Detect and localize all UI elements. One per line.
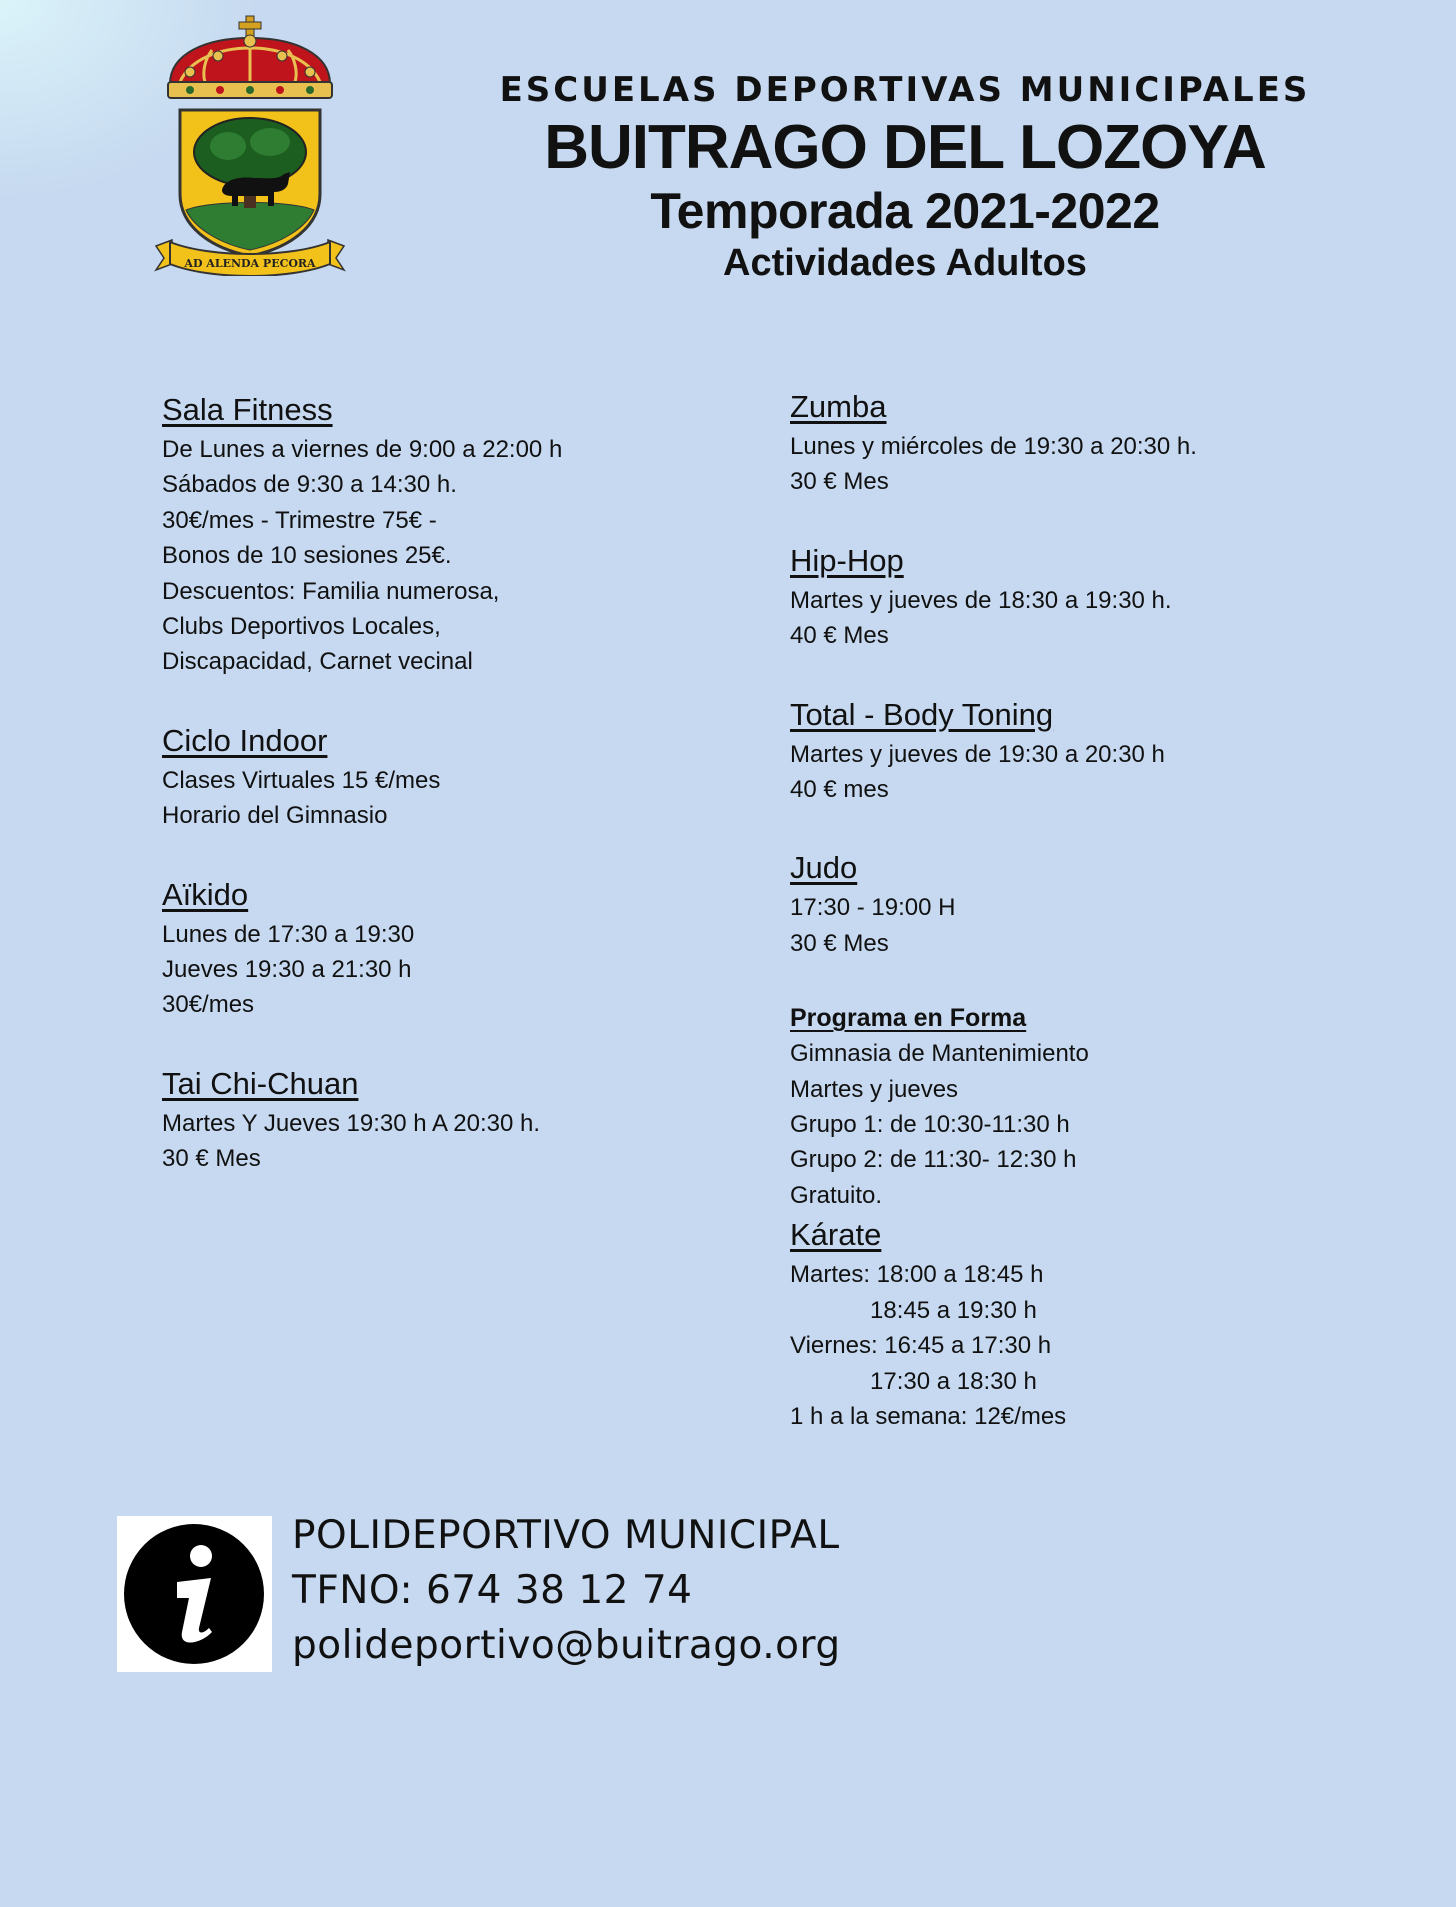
contact-phone[interactable]: TFNO: 674 38 12 74 bbox=[292, 1568, 693, 1613]
section-line: Gratuito. bbox=[790, 1181, 883, 1209]
section-line: Martes y jueves de 18:30 a 19:30 h. bbox=[790, 586, 1172, 614]
header bbox=[470, 66, 1340, 286]
section-line: Grupo 2: de 11:30- 12:30 h bbox=[790, 1146, 1077, 1174]
section-line: 40 € Mes bbox=[790, 622, 889, 650]
info-icon bbox=[117, 1516, 272, 1672]
section-title: Judo bbox=[790, 850, 858, 886]
section-line: Martes y jueves bbox=[790, 1075, 959, 1103]
section-title: Hip-Hop bbox=[790, 542, 904, 578]
info-icon-box bbox=[117, 1516, 272, 1672]
section-ciclo-indoor bbox=[162, 719, 742, 834]
section-title: Sala Fitness bbox=[162, 392, 333, 427]
section-line: Grupo 1: de 10:30-11:30 h bbox=[790, 1111, 1070, 1139]
section-line: Horario del Gimnasio bbox=[162, 802, 388, 830]
section-line: Martes: 18:00 a 18:45 h bbox=[790, 1261, 1044, 1289]
section-aikido bbox=[162, 873, 742, 1023]
section-karate bbox=[790, 1213, 1410, 1434]
section-line: Lunes y miércoles de 19:30 a 20:30 h. bbox=[790, 433, 1197, 460]
section-line: 17:30 a 18:30 h bbox=[790, 1367, 1037, 1395]
section-line: 30 € Mes bbox=[790, 929, 889, 957]
section-total-body-toning bbox=[790, 693, 1410, 808]
section-line: Viernes: 16:45 a 17:30 h bbox=[790, 1332, 1052, 1360]
section-line: Descuentos: Familia numerosa, bbox=[162, 577, 500, 605]
section-line: Gimnasia de Mantenimiento bbox=[790, 1040, 1089, 1068]
section-line: Jueves 19:30 a 21:30 h bbox=[162, 956, 412, 984]
coat-of-arms-icon bbox=[150, 14, 350, 276]
section-title: Tai Chi-Chuan bbox=[162, 1065, 359, 1101]
section-title: Kárate bbox=[790, 1217, 882, 1253]
section-line: 40 € mes bbox=[790, 776, 889, 804]
section-title: Total - Body Toning bbox=[790, 696, 1054, 732]
crest-motto: AD ALENDA PECORA bbox=[184, 257, 316, 270]
section-title: Programa en Forma bbox=[790, 1004, 1027, 1033]
header-season: Temporada 2021-2022 bbox=[650, 183, 1160, 239]
section-line: 18:45 a 19:30 h bbox=[790, 1296, 1037, 1324]
contact-email[interactable]: polideportivo@buitrago.org bbox=[292, 1623, 841, 1668]
contact-place: POLIDEPORTIVO MUNICIPAL bbox=[292, 1513, 840, 1558]
section-line: Martes y jueves de 19:30 a 20:30 h bbox=[790, 740, 1165, 768]
section-line: Discapacidad, Carnet vecinal bbox=[162, 648, 473, 676]
section-zumba bbox=[790, 385, 1410, 500]
section-title: Aïkido bbox=[162, 876, 249, 912]
section-sala-fitness bbox=[162, 388, 742, 680]
section-line: 30€/mes - Trimestre 75€ - bbox=[162, 506, 437, 534]
section-line: 30 € Mes bbox=[162, 1145, 261, 1173]
section-line: Martes Y Jueves 19:30 h A 20:30 h. bbox=[162, 1109, 541, 1137]
section-line: Bonos de 10 sesiones 25€. bbox=[162, 542, 452, 570]
left-column bbox=[162, 388, 742, 1177]
header-superline: ESCUELAS DEPORTIVAS MUNICIPALES bbox=[499, 70, 1311, 110]
section-line: 30 € Mes bbox=[790, 468, 889, 496]
section-line: De Lunes a viernes de 9:00 a 22:00 h bbox=[162, 436, 563, 463]
header-town: BUITRAGO DEL LOZOYA bbox=[544, 113, 1266, 182]
section-title: Ciclo Indoor bbox=[162, 722, 328, 758]
section-tai-chi-chuan bbox=[162, 1062, 742, 1177]
header-audience: Actividades Adultos bbox=[723, 242, 1087, 284]
section-line: Clubs Deportivos Locales, bbox=[162, 613, 441, 641]
right-column bbox=[790, 385, 1410, 1434]
section-judo bbox=[790, 846, 1410, 961]
section-hip-hop bbox=[790, 539, 1410, 654]
section-title: Zumba bbox=[790, 389, 887, 424]
section-line: 1 h a la semana: 12€/mes bbox=[790, 1402, 1067, 1430]
section-line: 17:30 - 19:00 H bbox=[790, 894, 956, 922]
section-programa-en-forma bbox=[790, 1000, 1410, 1213]
section-line: 30€/mes bbox=[162, 991, 255, 1019]
section-line: Sábados de 9:30 a 14:30 h. bbox=[162, 471, 457, 499]
section-line: Lunes de 17:30 a 19:30 bbox=[162, 920, 415, 948]
contact-block bbox=[292, 1508, 841, 1673]
section-line: Clases Virtuales 15 €/mes bbox=[162, 766, 441, 794]
